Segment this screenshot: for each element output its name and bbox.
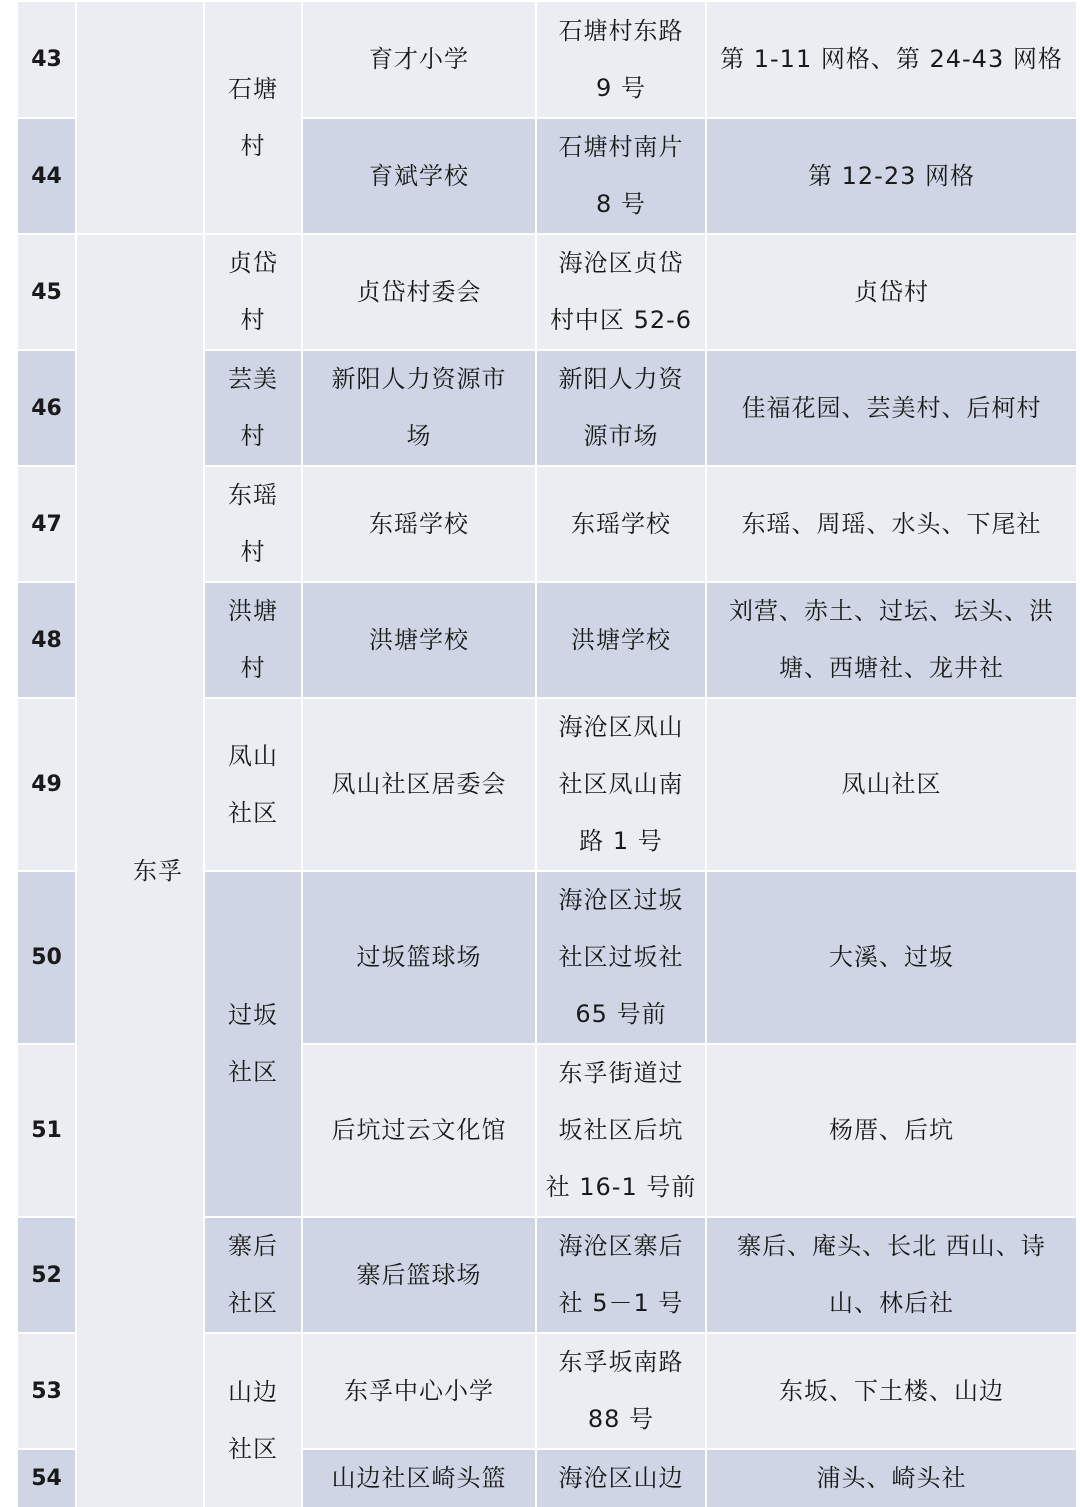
site-cell: 育斌学校 (302, 118, 536, 234)
village-cell: 过坂 社区 (204, 871, 302, 1217)
address-cell: 石塘村东路 9 号 (536, 2, 706, 118)
area-cell: 刘营、赤土、过坛、坛头、洪 塘、西塘社、龙井社 (706, 582, 1076, 698)
site-cell: 育才小学 (302, 2, 536, 118)
street-cell-empty (76, 2, 204, 234)
area-cell: 第 1-11 网格、第 24-43 网格 (706, 2, 1076, 118)
row-number: 51 (18, 1044, 76, 1217)
address-cell: 石塘村南片 8 号 (536, 118, 706, 234)
area-cell: 浦头、崎头社 (706, 1449, 1076, 1507)
row-number: 47 (18, 466, 76, 582)
area-cell: 东坂、下土楼、山边 (706, 1333, 1076, 1449)
row-number: 53 (18, 1333, 76, 1449)
address-cell: 海沧区山边 (536, 1449, 706, 1507)
village-cell: 凤山 社区 (204, 698, 302, 871)
row-number: 52 (18, 1217, 76, 1333)
site-cell: 东孚中心小学 (302, 1333, 536, 1449)
area-cell: 寨后、庵头、长北 西山、诗 山、林后社 (706, 1217, 1076, 1333)
site-cell: 东瑶学校 (302, 466, 536, 582)
row-number: 48 (18, 582, 76, 698)
row-number: 45 (18, 234, 76, 350)
site-cell: 贞岱村委会 (302, 234, 536, 350)
row-number: 43 (18, 2, 76, 118)
site-cell: 过坂篮球场 (302, 871, 536, 1044)
area-cell: 杨厝、后坑 (706, 1044, 1076, 1217)
village-cell: 贞岱 村 (204, 234, 302, 350)
village-cell: 石塘 村 (204, 2, 302, 234)
site-cell: 洪塘学校 (302, 582, 536, 698)
address-cell: 海沧区凤山 社区凤山南 路 1 号 (536, 698, 706, 871)
site-cell: 山边社区崎头篮 (302, 1449, 536, 1507)
site-cell: 凤山社区居委会 (302, 698, 536, 871)
table-row (18, 234, 1076, 350)
address-cell: 东瑶学校 (536, 466, 706, 582)
address-cell: 洪塘学校 (536, 582, 706, 698)
row-number: 50 (18, 871, 76, 1044)
address-cell: 海沧区过坂 社区过坂社 65 号前 (536, 871, 706, 1044)
row-number: 44 (18, 118, 76, 234)
data-table (18, 2, 1076, 1507)
address-cell: 东孚坂南路 88 号 (536, 1333, 706, 1449)
village-cell: 东瑶 村 (204, 466, 302, 582)
row-number: 46 (18, 350, 76, 466)
village-cell: 寨后 社区 (204, 1217, 302, 1333)
table-row (18, 2, 1076, 118)
village-cell: 山边 社区 (204, 1333, 302, 1507)
area-cell: 东瑶、周瑶、水头、下尾社 (706, 466, 1076, 582)
row-number: 54 (18, 1449, 76, 1507)
village-cell: 芸美 村 (204, 350, 302, 466)
address-cell: 新阳人力资 源市场 (536, 350, 706, 466)
site-cell: 寨后篮球场 (302, 1217, 536, 1333)
row-number: 49 (18, 698, 76, 871)
address-cell: 海沧区贞岱 村中区 52-6 (536, 234, 706, 350)
address-cell: 海沧区寨后 社 5－1 号 (536, 1217, 706, 1333)
area-cell: 佳福花园、芸美村、后柯村 (706, 350, 1076, 466)
area-cell: 凤山社区 (706, 698, 1076, 871)
site-cell: 后坑过云文化馆 (302, 1044, 536, 1217)
area-cell: 贞岱村 (706, 234, 1076, 350)
area-cell: 第 12-23 网格 (706, 118, 1076, 234)
village-cell: 洪塘 村 (204, 582, 302, 698)
street-cell: 东孚 (76, 234, 204, 1507)
address-cell: 东孚街道过 坂社区后坑 社 16-1 号前 (536, 1044, 706, 1217)
site-cell: 新阳人力资源市 场 (302, 350, 536, 466)
area-cell: 大溪、过坂 (706, 871, 1076, 1044)
